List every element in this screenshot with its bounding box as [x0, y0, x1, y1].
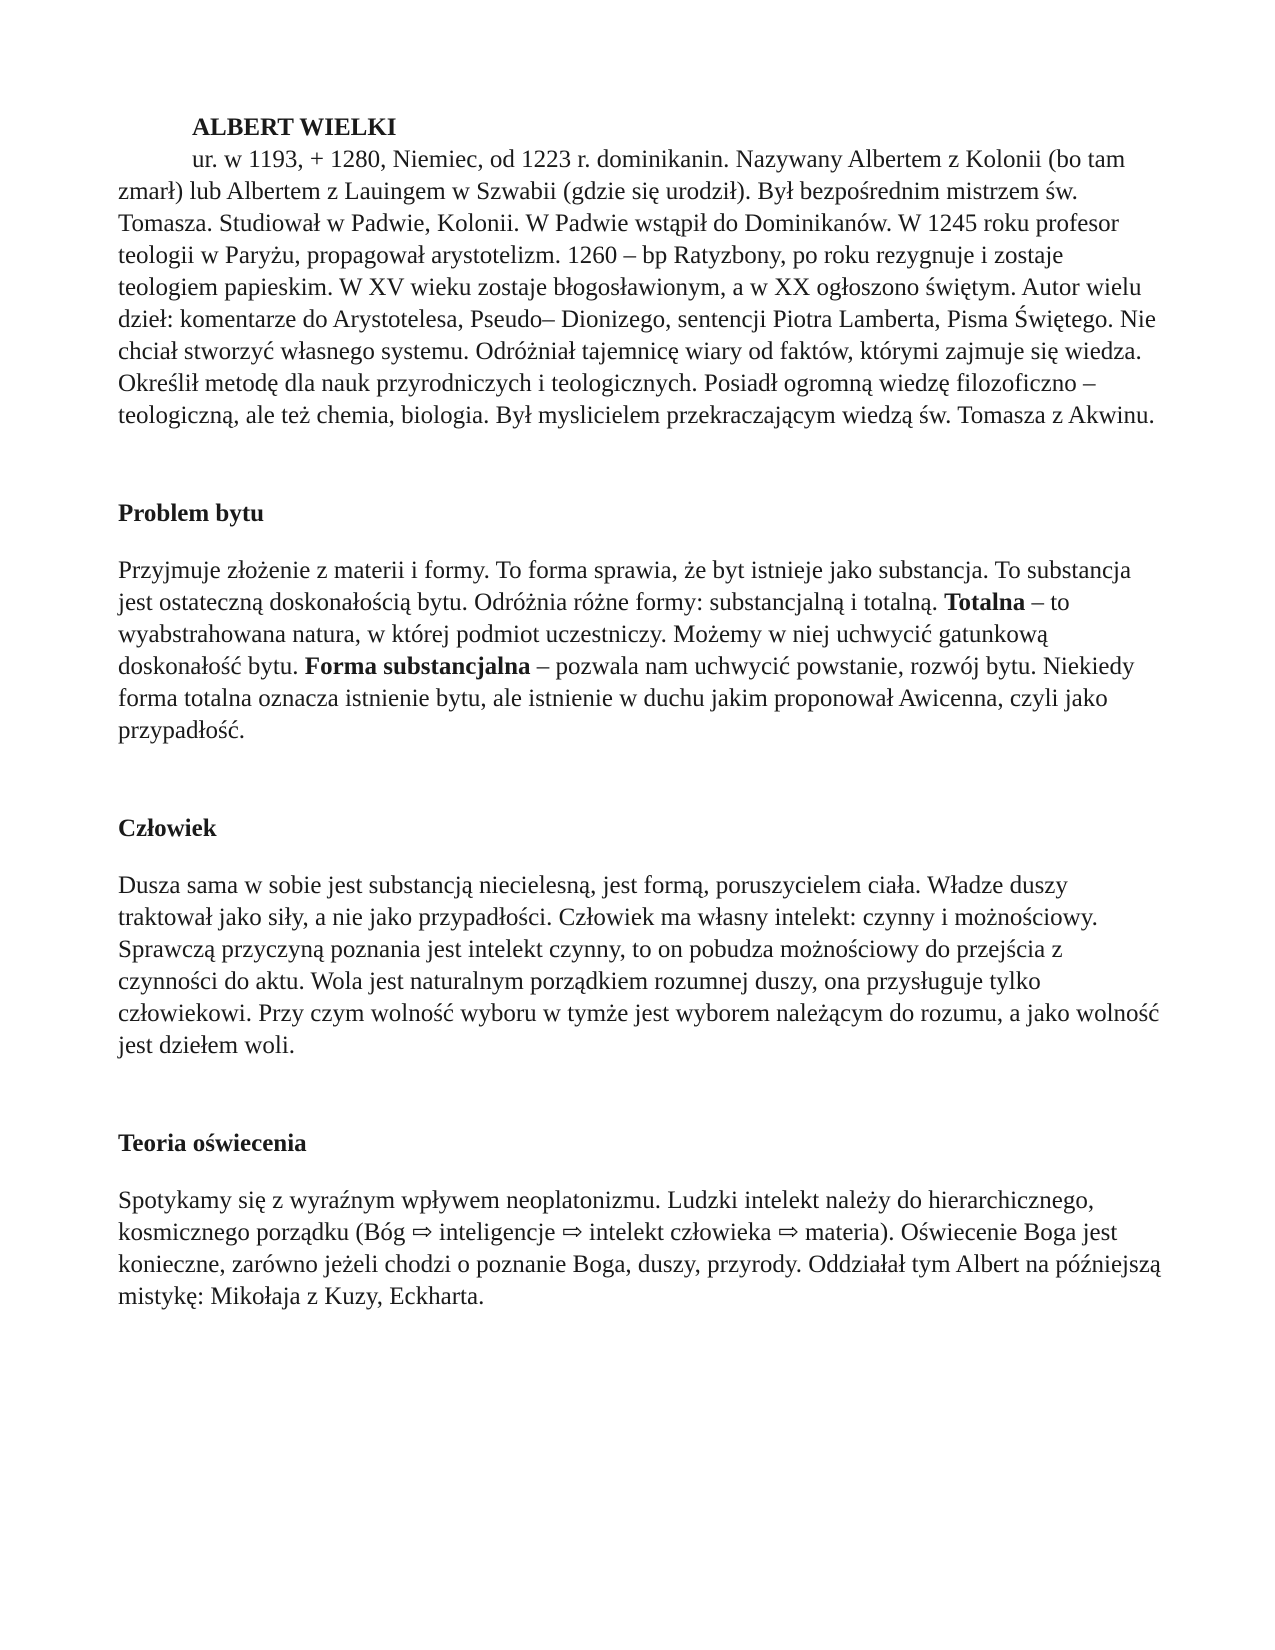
paragraph-czlowiek: Dusza sama w sobie jest substancją niecielesną, jest formą, poruszycielem ciała. Władze duszy traktował jako siły, a nie jako przypadłości. Człowiek ma własny intelekt: czynny i możnościowy. Sprawczą przyczyną poznania jest intelekt czynny, to on pobudza możnościowy do przejścia z czynności do aktu. Wola jest naturalnym porządkiem rozumnej duszy, ona przysługuje tylko człowiekowi. Przy czym wolność wyboru w tymże jest wyborem należącym do rozumu, a jako wolność jest dziełem woli.	[118, 872, 1160, 1059]
paragraph-text: – to wyabstrahowana natura, w której podmiot uczestniczy. Możemy w niej uchwycić gatunkową doskonałość bytu.	[118, 589, 1070, 680]
heading-czlowiek: Człowiek	[118, 815, 217, 842]
paragraph-text: Przyjmuje złożenie z materii i formy. To forma sprawia, że byt istnieje jako substancja. To substancja jest ostateczną doskonałością bytu. Odróżnia różne formy: substancjalną i totalną.	[118, 557, 1132, 616]
intro-paragraph: ur. w 1193, + 1280, Niemiec, od 1223 r. dominikanin. Nazywany Albertem z Kolonii (bo tam zmarł) lub Albertem z Lauingem w Szwabii (gdzie się urodził). Był bezpośrednim mistrzem św. Tomasza. Studiował w Padwie, Kolonii. W Padwie wstąpił do Dominikanów. W 1245 roku profesor teologii w Paryżu, propagował arystotelizm. 1260 – bp Ratyzbony, po roku rezygnuje i zostaje teologiem papieskim. W XV wieku zostaje błogosławionym, a w XX ogłoszono świętym. Autor wielu dzieł: komentarze do Arystotelesa, Pseudo– Dionizego, sentencji Piotra Lamberta, Pisma Świętego. Nie chciał stworzyć własnego systemu. Odróżniał tajemnicę wiary od faktów, którymi zajmuje się wiedza. Określił metodę dla nauk przyrodniczych i teologicznych. Posiadł ogromną wiedzę filozoficzno – teologiczną, ale też chemia, biologia. Był myslicielem przekraczającym wiedzą św. Tomasza z Akwinu.	[118, 146, 1156, 429]
term-totalna: Totalna	[944, 589, 1026, 616]
document-title: ALBERT WIELKI	[192, 114, 397, 141]
paragraph-teoria-oswiecenia: Spotykamy się z wyraźnym wpływem neoplatonizmu. Ludzki intelekt należy do hierarchicznego, kosmicznego porządku (Bóg ⇨ inteligencje ⇨ intelekt człowieka ⇨ materia). Oświecenie Boga jest konieczne, zarówno jeżeli chodzi o poznanie Boga, duszy, przyrody. Oddziałał tym Albert na późniejszą mistykę: Mikołaja z Kuzy, Eckharta.	[118, 1187, 1161, 1310]
term-forma-substancjalna: Forma substancjalna	[304, 653, 531, 680]
heading-problem-bytu: Problem bytu	[118, 500, 265, 527]
paragraph-problem-bytu	[118, 555, 1168, 747]
document-page	[118, 112, 1168, 1313]
heading-teoria-oswiecenia: Teoria oświecenia	[118, 1130, 307, 1157]
paragraph-text: – pozwala nam uchwycić powstanie, rozwój bytu. Niekiedy forma totalna oznacza istnienie bytu, ale istnienie w duchu jakim proponował Awicenna, czyli jako przypadłość.	[118, 653, 1135, 744]
